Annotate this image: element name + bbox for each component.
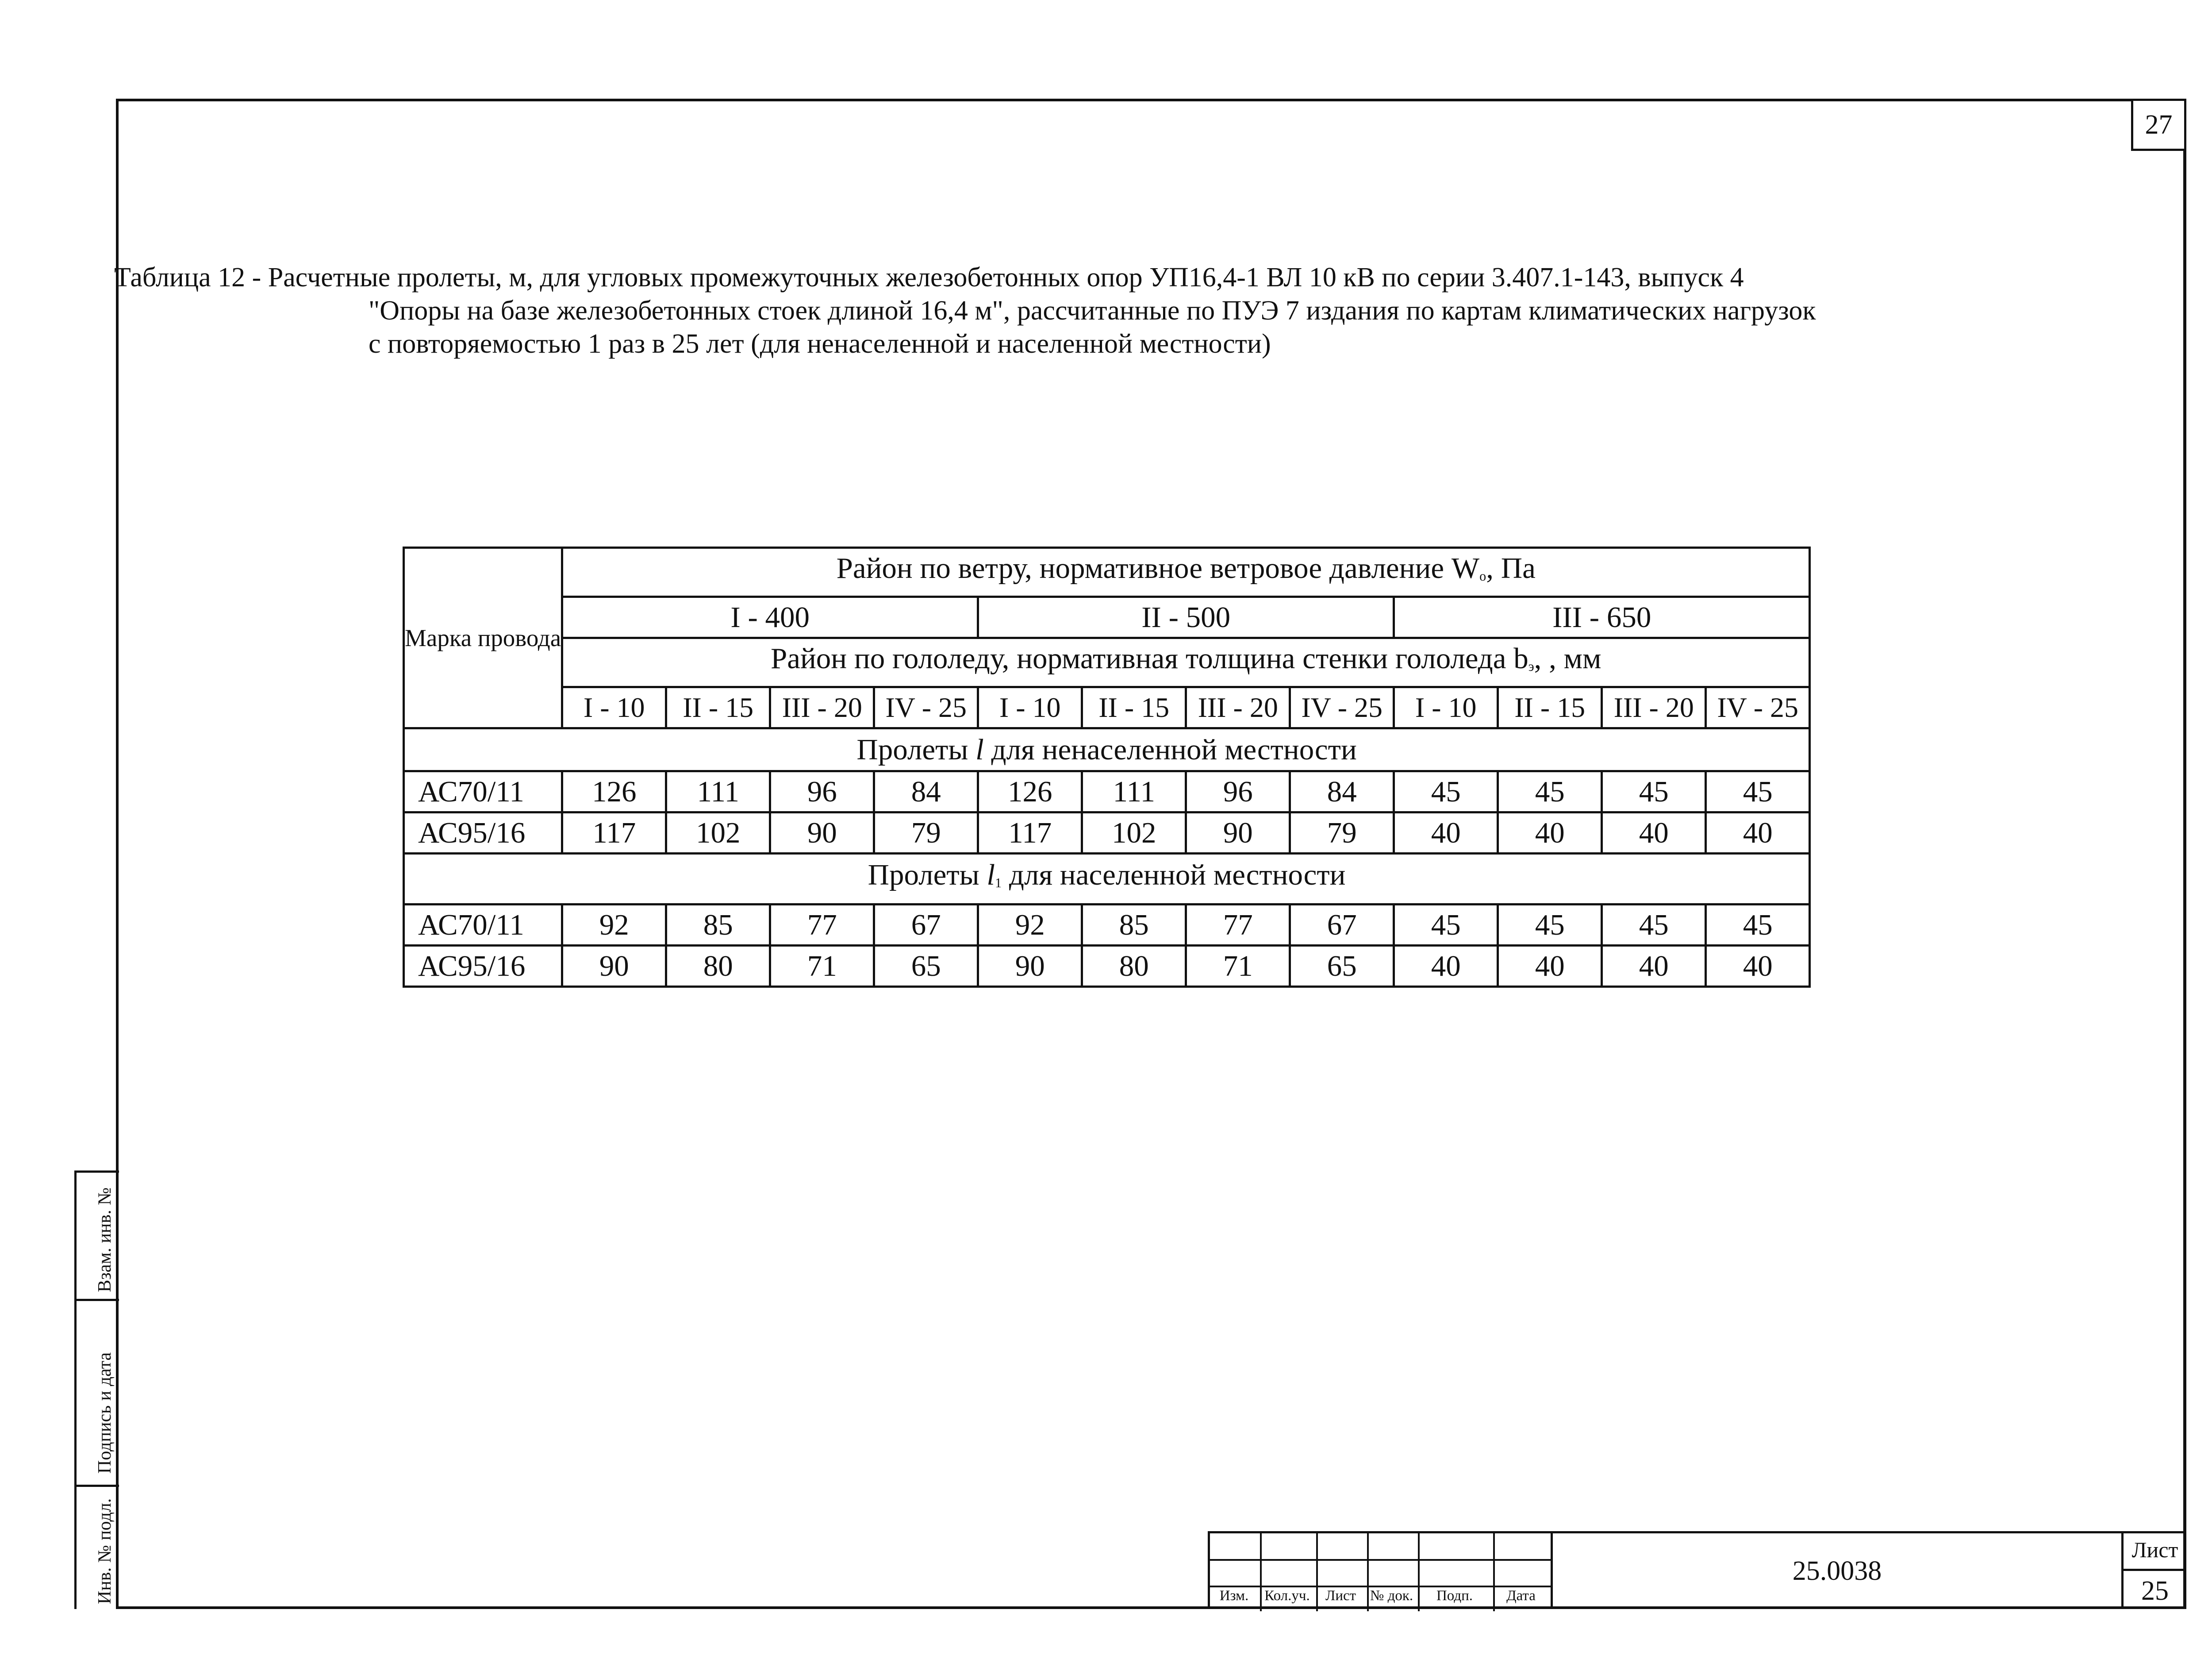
- side-label-signature: Подпись и дата: [95, 1352, 115, 1474]
- table-row: [404, 905, 1810, 946]
- span-value: 102: [666, 812, 770, 854]
- ice-col: I - 10: [1394, 687, 1498, 728]
- table-title: [114, 261, 2096, 361]
- ice-col: I - 10: [978, 687, 1082, 728]
- span-value: 40: [1706, 812, 1810, 854]
- wire-name: АС95/16: [404, 812, 562, 854]
- side-label-replace: Взам. инв. №: [95, 1187, 115, 1292]
- span-value: 40: [1394, 946, 1498, 987]
- span-value: 67: [1290, 905, 1394, 946]
- ice-col: II - 15: [666, 687, 770, 728]
- ice-col: IV - 25: [874, 687, 978, 728]
- span-value: 85: [666, 905, 770, 946]
- span-value: 45: [1498, 771, 1602, 812]
- title-line-3: с повторяемостью 1 раз в 25 лет (для ненаселенной и населенной местности): [369, 329, 1271, 359]
- span-value: 40: [1602, 946, 1706, 987]
- span-value: 96: [770, 771, 874, 812]
- span-value: 117: [562, 812, 666, 854]
- span-value: 79: [1290, 812, 1394, 854]
- span-value: 45: [1706, 771, 1810, 812]
- span-value: 117: [978, 812, 1082, 854]
- side-stamp-cell: [77, 1485, 119, 1609]
- span-value: 92: [978, 905, 1082, 946]
- stamp-label: № док.: [1370, 1588, 1413, 1604]
- span-value: 111: [1082, 771, 1186, 812]
- ice-col: III - 20: [1602, 687, 1706, 728]
- sheet-box: [2121, 1531, 2186, 1609]
- sheet-number-bottom: 25: [2124, 1569, 2186, 1611]
- span-value: 65: [874, 946, 978, 987]
- side-stamp: [74, 1170, 117, 1609]
- ice-col: IV - 25: [1706, 687, 1810, 728]
- span-value: 40: [1602, 812, 1706, 854]
- span-value: 40: [1498, 946, 1602, 987]
- span-value: 45: [1394, 905, 1498, 946]
- span-value: 90: [562, 946, 666, 987]
- wind-group: III - 650: [1394, 597, 1810, 638]
- span-value: 80: [666, 946, 770, 987]
- span-value: 45: [1602, 771, 1706, 812]
- wire-name: АС95/16: [404, 946, 562, 987]
- span-value: 45: [1602, 905, 1706, 946]
- span-value: 80: [1082, 946, 1186, 987]
- stamp-label: Подп.: [1436, 1588, 1473, 1604]
- ice-col: IV - 25: [1290, 687, 1394, 728]
- span-value: 45: [1394, 771, 1498, 812]
- stamp-label: Лист: [1325, 1588, 1356, 1604]
- ice-col: III - 20: [770, 687, 874, 728]
- span-value: 67: [874, 905, 978, 946]
- table-row: [404, 946, 1810, 987]
- ice-col: I - 10: [562, 687, 666, 728]
- span-value: 40: [1706, 946, 1810, 987]
- span-value: 45: [1498, 905, 1602, 946]
- revision-labels: [1209, 1588, 1550, 1608]
- wire-name: АС70/11: [404, 905, 562, 946]
- table-row: [404, 771, 1810, 812]
- sheet-number-top: 27: [2131, 99, 2186, 151]
- wind-header: Район по ветру, нормативное ветровое давление $W_o$, Па: [562, 548, 1810, 597]
- ice-col: II - 15: [1082, 687, 1186, 728]
- wind-group: I - 400: [562, 597, 978, 638]
- span-value: 84: [874, 771, 978, 812]
- span-value: 90: [1186, 812, 1290, 854]
- side-label-inventory: Инв. № подл.: [95, 1498, 115, 1604]
- ice-col: II - 15: [1498, 687, 1602, 728]
- side-stamp-cell: [77, 1299, 119, 1485]
- span-value: 85: [1082, 905, 1186, 946]
- mark-header: Марка провода: [404, 548, 562, 728]
- ice-col: III - 20: [1186, 687, 1290, 728]
- spans-table: [403, 547, 1811, 988]
- stamp-label: Кол.уч.: [1264, 1588, 1310, 1604]
- section-header-inhabited: Пролеты $l_1$ для населенной местности: [404, 854, 1810, 905]
- span-value: 40: [1498, 812, 1602, 854]
- span-value: 79: [874, 812, 978, 854]
- span-value: 102: [1082, 812, 1186, 854]
- side-stamp-cell: [77, 1170, 119, 1299]
- table-row: [404, 812, 1810, 854]
- title-line-2: "Опоры на базе железобетонных стоек длиной 16,4 м", рассчитанные по ПУЭ 7 издания по картам климатических нагрузок: [369, 296, 1816, 326]
- span-value: 90: [770, 812, 874, 854]
- document-code: 25.0038: [1551, 1531, 2121, 1609]
- span-value: 45: [1706, 905, 1810, 946]
- span-value: 96: [1186, 771, 1290, 812]
- span-value: 65: [1290, 946, 1394, 987]
- span-value: 77: [770, 905, 874, 946]
- title-line-1: Таблица 12 - Расчетные пролеты, м, для угловых промежуточных железобетонных опор УП16,4-1 ВЛ 10 кВ по серии 3.407.1-143, выпуск 4: [114, 262, 1744, 293]
- span-value: 77: [1186, 905, 1290, 946]
- section-header-uninhabited: Пролеты l для ненаселенной местности: [404, 728, 1810, 771]
- span-value: 71: [770, 946, 874, 987]
- span-value: 126: [978, 771, 1082, 812]
- span-value: 92: [562, 905, 666, 946]
- ice-header: Район по гололеду, нормативная толщина стенки гололеда $b_э$, , мм: [562, 638, 1810, 687]
- span-value: 40: [1394, 812, 1498, 854]
- sheet-label: Лист: [2131, 1537, 2178, 1562]
- wire-name: АС70/11: [404, 771, 562, 812]
- span-value: 111: [666, 771, 770, 812]
- stamp-label: Изм.: [1219, 1588, 1249, 1604]
- stamp-label: Дата: [1506, 1588, 1536, 1604]
- span-value: 90: [978, 946, 1082, 987]
- span-value: 71: [1186, 946, 1290, 987]
- span-value: 126: [562, 771, 666, 812]
- wind-group: II - 500: [978, 597, 1394, 638]
- span-value: 84: [1290, 771, 1394, 812]
